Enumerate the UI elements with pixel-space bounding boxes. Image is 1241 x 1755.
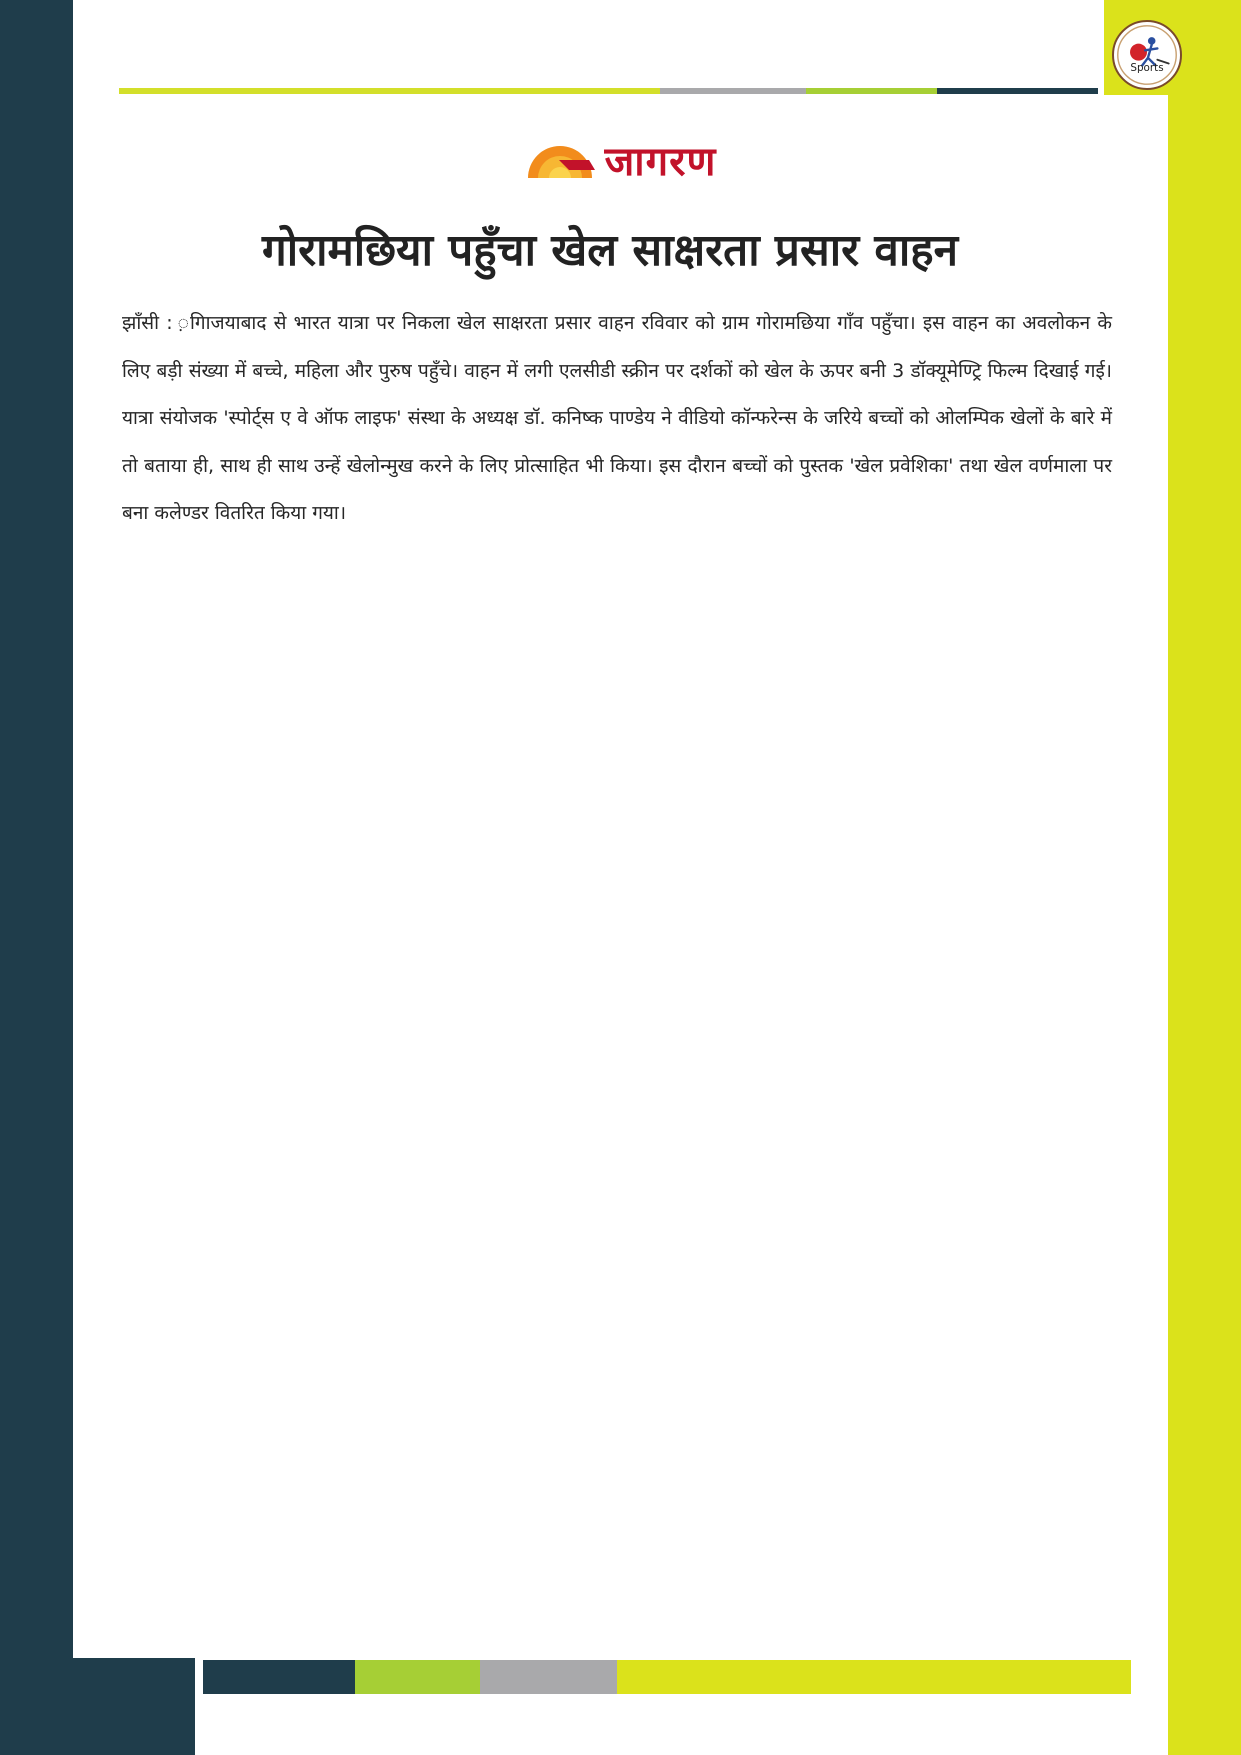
top-color-stripe [119,88,1098,94]
top-stripe-segment [660,88,806,94]
article-body: झाँसी : ़गािजयाबाद से भारत यात्रा पर निकला खेल साक्षरता प्रसार वाहन रविवार को ग्राम गोरामछिया गाँव पहुँचा। इस वाहन का अवलोकन के लिए बड़ी संख्या में बच्चे, महिला और पुरुष पहुँचे। वाहन में लगी एलसीडी स्क्रीन पर दर्शकों को खेल के ऊपर बनी 3 डॉक्यूमेण्ट्रि फिल्म दिखाई गई। यात्रा संयोजक 'स्पोर्ट्स ए वे ऑफ लाइफ' संस्था के अध्यक्ष डॉ. कनिष्क पाण्डेय ने वीडियो कॉन्फरेन्स के जरिये बच्चों को ओलम्पिक खेलों के बारे में तो बताया ही, साथ ही साथ उन्हें खेलोन्मुख करने के लिए प्रोत्साहित भी किया। इस दौरान बच्चों को पुस्तक 'खेल प्रवेशिका' तथा खेल वर्णमाला पर बना कलेण्डर वितरित किया गया। [122,312,1112,524]
left-sidebar-band [0,0,73,1755]
top-stripe-segment [119,88,660,94]
bottom-stripe-segment [480,1660,617,1694]
bottom-stripe-segment [203,1660,355,1694]
right-sidebar-band [1168,95,1241,1755]
article-headline: गोरामछिया पहुँचा खेल साक्षरता प्रसार वाहन [261,225,959,276]
bottom-color-stripe [203,1660,1131,1694]
bottom-stripe-segment [355,1660,480,1694]
top-stripe-segment [806,88,937,94]
left-footer-block [0,1658,195,1755]
masthead-name: जागरण [604,139,717,185]
sports-logo-icon [1112,20,1182,90]
newspaper-masthead [0,132,1241,187]
bottom-stripe-segment [617,1660,1131,1694]
top-stripe-segment [937,88,1098,94]
sports-logo-text: Sports [1130,62,1164,75]
rising-sun-icon [525,140,595,180]
